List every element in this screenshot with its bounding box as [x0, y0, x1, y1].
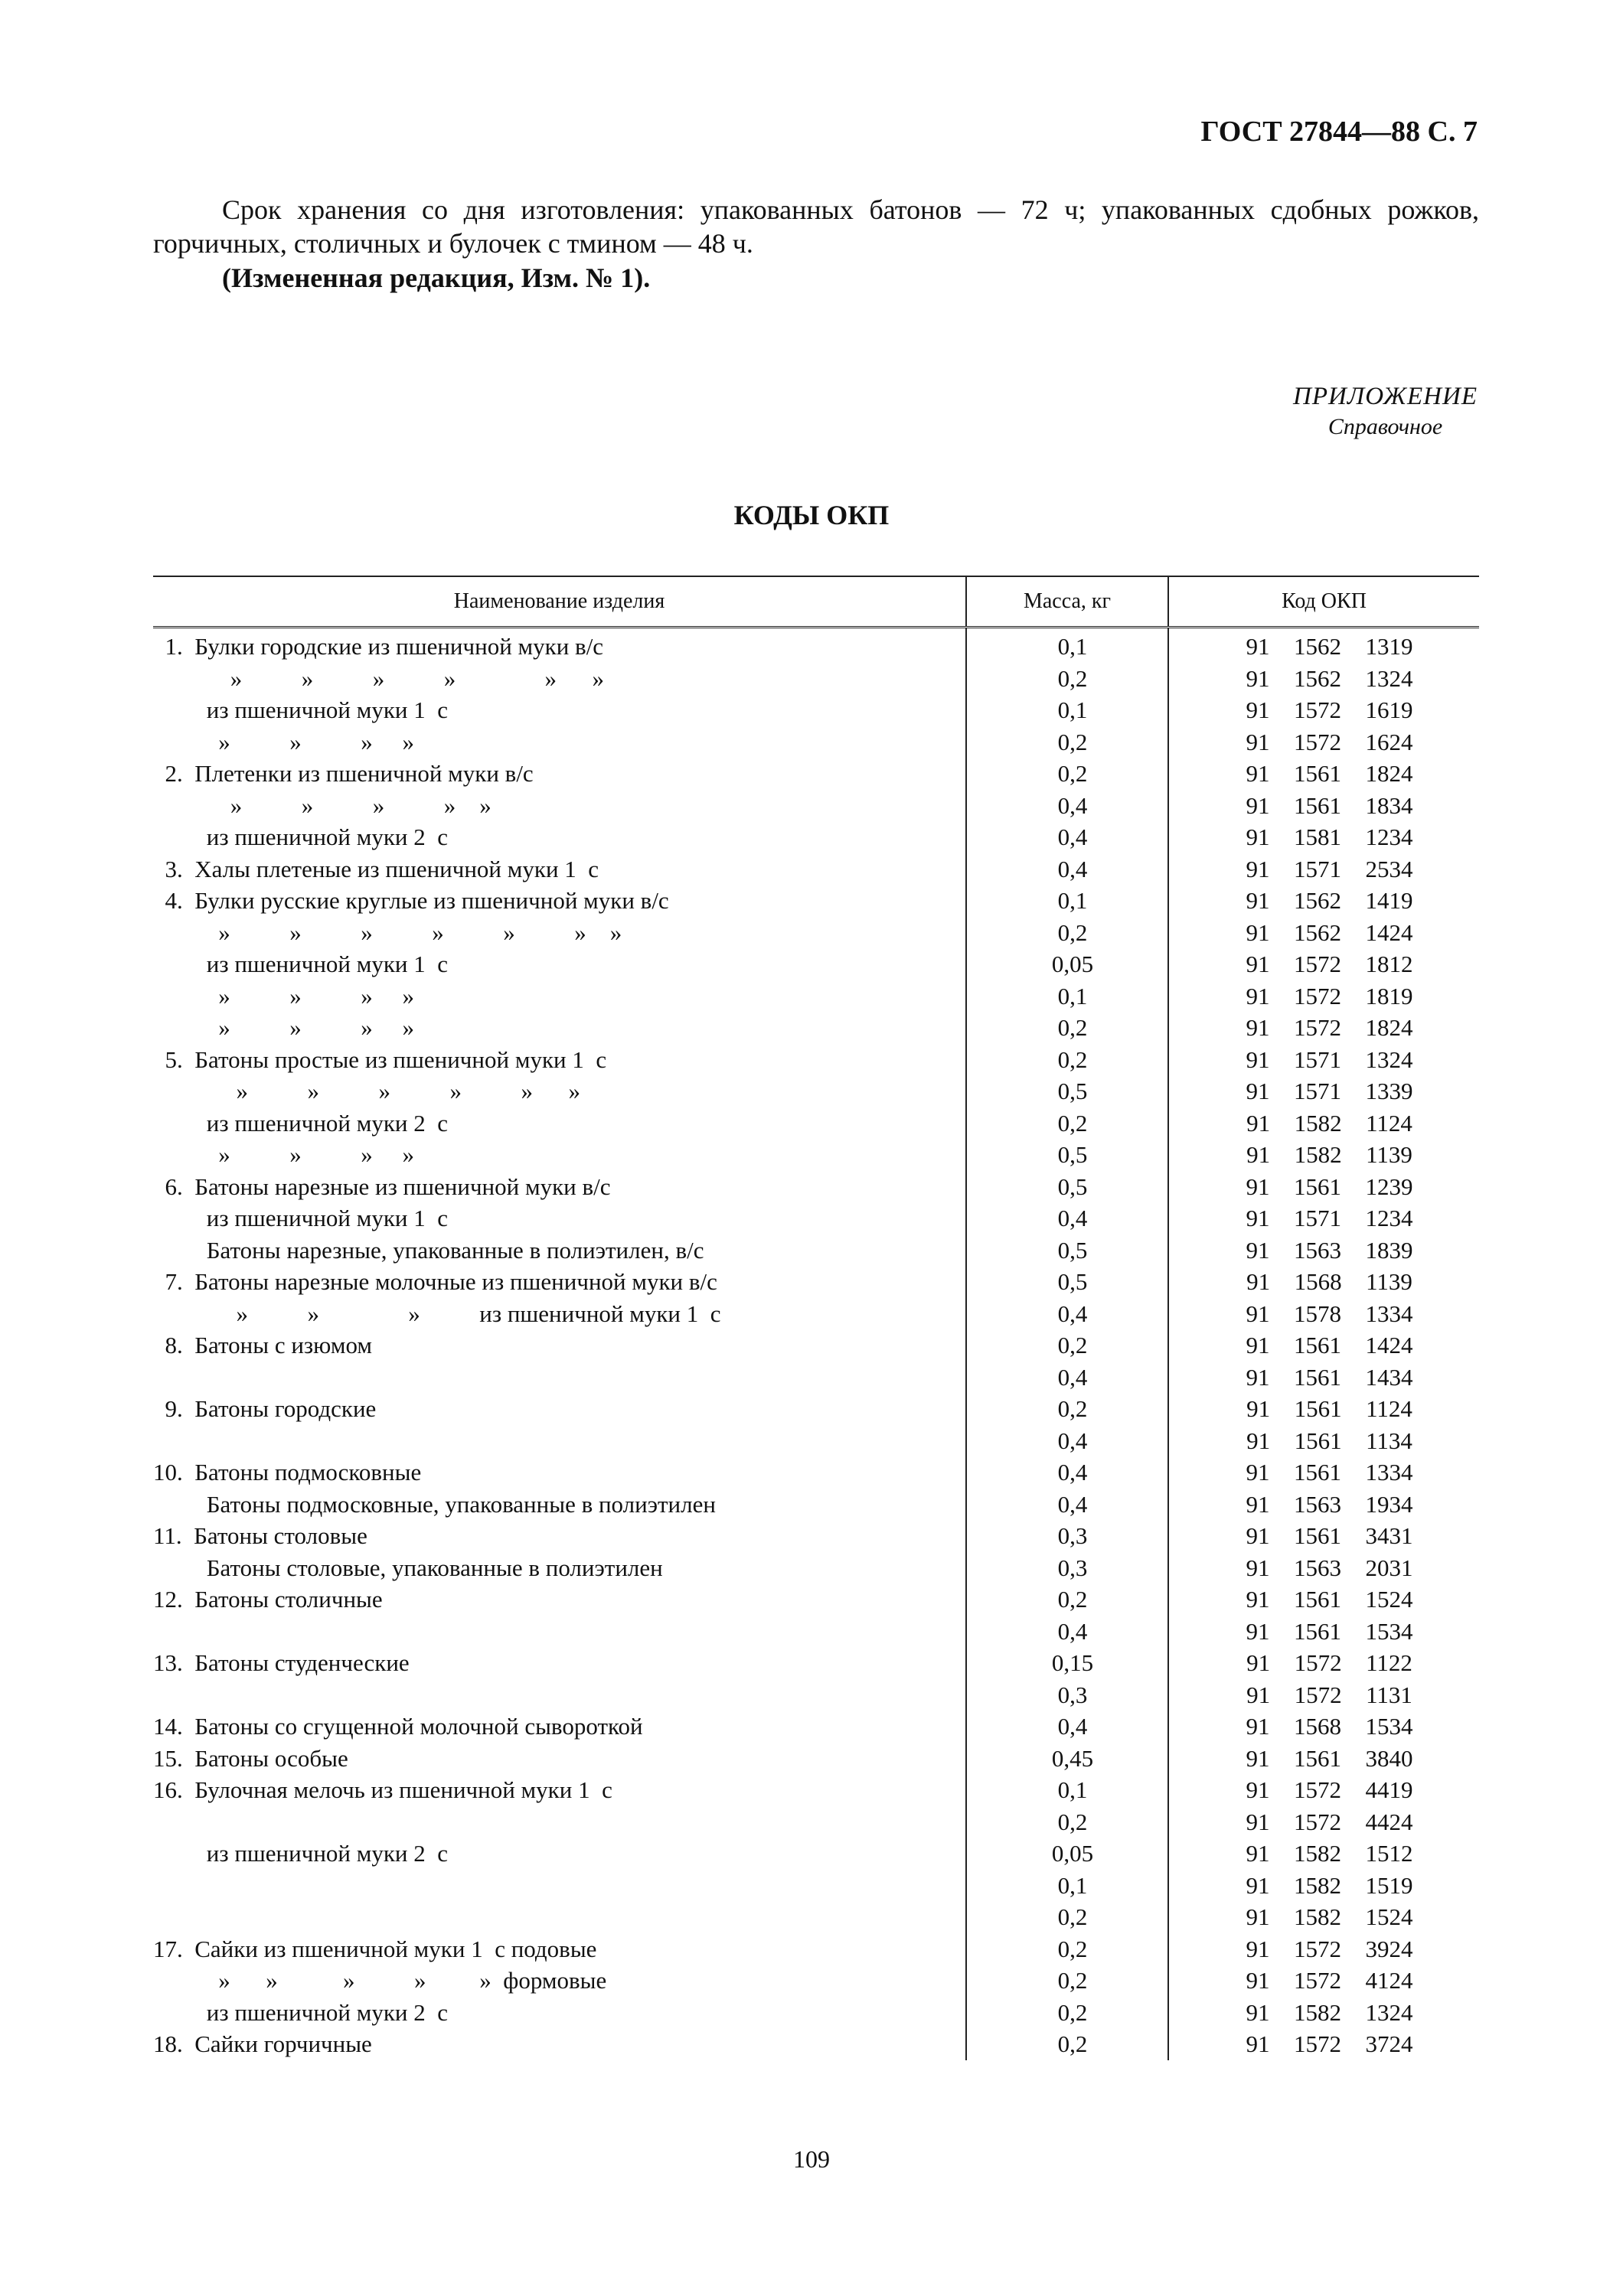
mass-value: 0,2 [1057, 1332, 1088, 1358]
product-name-cell: из пшеничной муки 2 с [153, 1109, 449, 1137]
okp-code-value: 91 1561 1424 [1246, 1332, 1413, 1358]
product-name-cell: 18. Сайки горчичные [153, 2030, 372, 2057]
mass-cell [966, 1393, 1168, 1456]
okp-code-value: 91 1563 2031 [1246, 1554, 1413, 1581]
mass-value: 0,2 [1057, 1935, 1088, 1962]
mass-cell [966, 1171, 1168, 1203]
mass-cell [966, 885, 1168, 917]
okp-code-value: 91 1561 1834 [1246, 791, 1413, 819]
table-row [153, 917, 1479, 949]
okp-code-value: 91 1571 1234 [1246, 1205, 1413, 1231]
table-header-row [153, 576, 1479, 628]
mass-cell [966, 1075, 1168, 1107]
mass-cell [966, 1329, 1168, 1393]
okp-code-value: 91 1562 1419 [1246, 887, 1413, 914]
okp-code-value: 91 1572 3724 [1246, 2030, 1413, 2057]
mass-cell [966, 1774, 1168, 1838]
mass-value: 0,4 [1057, 1205, 1088, 1231]
mass-cell [966, 790, 1168, 822]
table-row [153, 628, 1479, 663]
mass-value: 0,3 [1057, 1522, 1088, 1549]
okp-code-cell [1168, 1743, 1479, 1775]
product-name-cell: Батоны нарезные, упакованные в полиэтилен, в/с [153, 1236, 704, 1264]
okp-code-value: 91 1572 1624 [1246, 728, 1413, 755]
product-name-cell: » » » » [153, 1014, 414, 1041]
product-name-cell: 15. Батоны особые [153, 1744, 348, 1772]
okp-code-cell [1168, 1774, 1479, 1838]
mass-value: 0,2 [1057, 1045, 1088, 1073]
mass-value: 0,4 [1057, 1617, 1088, 1645]
mass-cell [966, 1965, 1168, 1997]
mass-value: 0,4 [1057, 823, 1088, 850]
column-header-mass: Масса, кг [966, 576, 1168, 628]
table-row [153, 1075, 1479, 1107]
okp-code-value: 91 1561 1124 [1246, 1395, 1412, 1422]
product-name-cell: Батоны столовые, упакованные в полиэтилен [153, 1554, 663, 1581]
table-row [153, 1456, 1479, 1489]
mass-value: 0,2 [1057, 2030, 1088, 2057]
okp-code-value: 91 1572 1619 [1246, 696, 1413, 723]
mass-cell [966, 1298, 1168, 1330]
mass-value: 0,4 [1057, 791, 1088, 819]
okp-code-cell [1168, 980, 1479, 1013]
okp-code-cell [1168, 1489, 1479, 1521]
mass-value: 0,4 [1057, 1363, 1088, 1391]
okp-code-value: 91 1561 1334 [1246, 1459, 1413, 1486]
okp-code-cell [1168, 790, 1479, 822]
okp-code-value: 91 1572 1819 [1246, 982, 1413, 1009]
mass-value: 0,5 [1057, 1236, 1088, 1264]
mass-cell [966, 628, 1168, 663]
mass-cell [966, 1202, 1168, 1234]
okp-code-cell [1168, 1044, 1479, 1076]
okp-code-cell [1168, 1965, 1479, 1997]
table-row [153, 1044, 1479, 1076]
okp-code-value: 91 1582 1139 [1246, 1141, 1412, 1168]
okp-code-value: 91 1561 3840 [1246, 1744, 1413, 1772]
mass-value: 0,2 [1057, 728, 1088, 755]
okp-code-cell [1168, 1234, 1479, 1267]
mass-value: 0,5 [1057, 1268, 1088, 1295]
table-row [153, 980, 1479, 1013]
document-header: ГОСТ 27844—88 С. 7 [1200, 116, 1478, 148]
okp-code-value: 91 1561 1434 [1246, 1363, 1413, 1391]
okp-code-value: 91 1561 1824 [1246, 760, 1413, 787]
okp-codes-table [153, 576, 1479, 2060]
mass-value: 0,1 [1057, 696, 1088, 723]
product-name-cell: » » » » [153, 982, 414, 1009]
product-name-cell: из пшеничной муки 2 с [153, 823, 449, 850]
mass-cell [966, 1520, 1168, 1552]
okp-code-cell [1168, 1933, 1479, 1965]
product-name-cell: 6. Батоны нарезные из пшеничной муки в/с [153, 1172, 611, 1200]
mass-value: 0,4 [1057, 855, 1088, 882]
mass-value: 0,05 [1051, 1840, 1094, 1867]
okp-code-value: 91 1572 1812 [1246, 951, 1413, 977]
mass-value: 0,2 [1057, 1395, 1088, 1422]
okp-code-value: 91 1572 4424 [1246, 1808, 1413, 1835]
table-row [153, 1329, 1479, 1393]
product-name-cell: 14. Батоны со сгущенной молочной сывороткой [153, 1713, 643, 1740]
table-row [153, 948, 1479, 980]
okp-code-cell [1168, 758, 1479, 790]
product-name-cell: 5. Батоны простые из пшеничной муки 1 с [153, 1045, 607, 1073]
storage-paragraph: Срок хранения со дня изготовления: упакованных батонов — 72 ч; упакованных сдобных рожков, горчичных, столичных и булочек с тмином — 48 ч. [153, 194, 1479, 259]
okp-code-cell [1168, 1456, 1479, 1489]
okp-code-cell [1168, 694, 1479, 726]
okp-code-value: 91 1582 1124 [1246, 1109, 1412, 1137]
mass-value: 0,2 [1057, 1903, 1088, 1930]
mass-value: 0,2 [1057, 760, 1088, 787]
product-name-cell: 16. Булочная мелочь из пшеничной муки 1 с [153, 1776, 612, 1803]
table-row [153, 1202, 1479, 1234]
okp-code-cell [1168, 885, 1479, 917]
mass-cell [966, 663, 1168, 695]
table-row [153, 1171, 1479, 1203]
mass-value: 0,4 [1057, 1459, 1088, 1486]
mass-cell [966, 1711, 1168, 1743]
mass-value: 0,2 [1057, 1998, 1088, 2026]
okp-code-cell [1168, 2028, 1479, 2060]
okp-code-cell [1168, 1552, 1479, 1584]
table-row [153, 1647, 1479, 1711]
okp-code-value: 91 1572 4124 [1246, 1967, 1413, 1994]
okp-code-cell [1168, 821, 1479, 853]
table-row [153, 1139, 1479, 1171]
okp-code-value: 91 1572 4419 [1246, 1776, 1413, 1803]
product-name-cell: 11. Батоны столовые [153, 1522, 367, 1549]
okp-code-value: 91 1568 1139 [1246, 1268, 1412, 1295]
okp-code-cell [1168, 1329, 1479, 1393]
table-row [153, 1774, 1479, 1838]
table-row [153, 1965, 1479, 1997]
table-row [153, 1489, 1479, 1521]
okp-code-value: 91 1561 3431 [1246, 1522, 1413, 1549]
mass-value: 0,2 [1057, 1109, 1088, 1137]
okp-code-value: 91 1563 1839 [1246, 1236, 1413, 1264]
okp-code-cell [1168, 1838, 1479, 1933]
mass-cell [966, 2028, 1168, 2060]
mass-value: 0,1 [1057, 887, 1088, 914]
okp-code-cell [1168, 1075, 1479, 1107]
okp-code-value: 91 1561 1134 [1246, 1427, 1412, 1454]
table-title: КОДЫ ОКП [733, 500, 890, 530]
okp-code-cell [1168, 1393, 1479, 1456]
okp-code-cell [1168, 917, 1479, 949]
table-row [153, 790, 1479, 822]
okp-code-cell [1168, 948, 1479, 980]
okp-code-value: 91 1572 1824 [1246, 1014, 1413, 1041]
mass-value: 0,4 [1057, 1300, 1088, 1327]
product-name-cell: » » » » [153, 728, 414, 755]
column-header-name: Наименование изделия [153, 576, 966, 628]
okp-code-value: 91 1582 1519 [1246, 1871, 1413, 1899]
table-row [153, 853, 1479, 885]
table-row [153, 1107, 1479, 1140]
mass-cell [966, 1044, 1168, 1076]
table-body [153, 628, 1479, 2060]
mass-value: 0,2 [1057, 1014, 1088, 1041]
mass-cell [966, 1266, 1168, 1298]
okp-code-cell [1168, 1202, 1479, 1234]
table-row [153, 1933, 1479, 1965]
table-row [153, 758, 1479, 790]
okp-code-value: 91 1571 2534 [1246, 855, 1413, 882]
table-row [153, 2028, 1479, 2060]
product-name-cell: » » » » [153, 1141, 414, 1168]
okp-code-cell [1168, 1997, 1479, 2029]
mass-value: 0,3 [1057, 1681, 1088, 1708]
okp-code-value: 91 1563 1934 [1246, 1490, 1413, 1518]
mass-cell [966, 1489, 1168, 1521]
product-name-cell: » » » » » формовые [153, 1967, 607, 1994]
mass-value: 0,2 [1057, 664, 1088, 692]
mass-cell [966, 853, 1168, 885]
okp-code-cell [1168, 628, 1479, 663]
product-name-cell: 17. Сайки из пшеничной муки 1 с подовые [153, 1935, 597, 1962]
product-name-cell: 9. Батоны городские [153, 1395, 377, 1422]
table-row [153, 1520, 1479, 1552]
okp-code-value: 91 1582 1324 [1246, 1998, 1413, 2026]
product-name-cell: из пшеничной муки 2 с [153, 1998, 449, 2026]
okp-code-value: 91 1582 1512 [1246, 1840, 1413, 1867]
mass-cell [966, 1933, 1168, 1965]
okp-code-value: 91 1582 1524 [1246, 1903, 1413, 1930]
okp-code-value: 91 1562 1324 [1246, 664, 1413, 692]
mass-cell [966, 1647, 1168, 1711]
okp-code-cell [1168, 1107, 1479, 1140]
mass-value: 0,1 [1057, 1776, 1088, 1803]
okp-code-value: 91 1562 1424 [1246, 918, 1413, 946]
table-row [153, 1234, 1479, 1267]
mass-cell [966, 758, 1168, 790]
product-name-cell: 4. Булки русские круглые из пшеничной муки в/с [153, 887, 669, 914]
okp-code-cell [1168, 853, 1479, 885]
table-row [153, 1838, 1479, 1933]
okp-code-value: 91 1568 1534 [1246, 1713, 1413, 1740]
table-row [153, 694, 1479, 726]
okp-code-cell [1168, 1266, 1479, 1298]
mass-cell [966, 1456, 1168, 1489]
okp-code-value: 91 1572 3924 [1246, 1935, 1413, 1962]
mass-cell [966, 1997, 1168, 2029]
mass-cell [966, 1012, 1168, 1044]
mass-cell [966, 1583, 1168, 1647]
table-row [153, 1266, 1479, 1298]
mass-cell [966, 1838, 1168, 1933]
mass-cell [966, 1139, 1168, 1171]
okp-code-value: 91 1572 1122 [1246, 1649, 1412, 1676]
okp-code-value: 91 1571 1339 [1246, 1078, 1413, 1104]
mass-value: 0,3 [1057, 1554, 1088, 1581]
okp-code-value: 91 1571 1324 [1246, 1045, 1413, 1073]
table-row [153, 726, 1479, 758]
mass-cell [966, 948, 1168, 980]
okp-code-value: 91 1561 1239 [1246, 1172, 1413, 1200]
okp-code-cell [1168, 1012, 1479, 1044]
mass-value: 0,5 [1057, 1078, 1088, 1104]
mass-value: 0,2 [1057, 1967, 1088, 1994]
column-header-code: Код ОКП [1168, 576, 1479, 628]
appendix-label [1293, 383, 1478, 440]
mass-value: 0,5 [1057, 1141, 1088, 1168]
table-row [153, 1552, 1479, 1584]
mass-value: 0,05 [1051, 951, 1094, 977]
product-name-cell: 2. Плетенки из пшеничной муки в/с [153, 760, 534, 787]
product-name-cell: 10. Батоны подмосковные [153, 1459, 422, 1486]
page-number: 109 [793, 2145, 830, 2173]
product-name-cell: 13. Батоны студенческие [153, 1649, 410, 1676]
product-name-cell: » » » » » » [153, 1078, 580, 1104]
product-name-cell: 7. Батоны нарезные молочные из пшеничной муки в/с [153, 1268, 717, 1295]
table-row [153, 663, 1479, 695]
okp-code-cell [1168, 1298, 1479, 1330]
table-row [153, 1012, 1479, 1044]
okp-code-cell [1168, 1647, 1479, 1711]
mass-cell [966, 1107, 1168, 1140]
okp-code-cell [1168, 1171, 1479, 1203]
mass-cell [966, 694, 1168, 726]
okp-code-value: 91 1578 1334 [1246, 1300, 1413, 1327]
product-name-cell: » » » » » [153, 791, 491, 819]
okp-code-cell [1168, 1583, 1479, 1647]
mass-value: 0,1 [1057, 1871, 1088, 1899]
mass-value: 0,2 [1057, 1586, 1088, 1613]
table-row [153, 1711, 1479, 1743]
product-name-cell: Батоны подмосковные, упакованные в полиэтилен [153, 1490, 716, 1518]
table-row [153, 1997, 1479, 2029]
mass-value: 0,4 [1057, 1490, 1088, 1518]
mass-cell [966, 726, 1168, 758]
table-row [153, 1298, 1479, 1330]
product-name-cell: из пшеничной муки 1 с [153, 1205, 449, 1231]
okp-code-cell [1168, 1520, 1479, 1552]
table-row [153, 1583, 1479, 1647]
product-name-cell: » » » » » » » [153, 918, 622, 946]
product-name-cell: 8. Батоны с изюмом [153, 1332, 373, 1358]
appendix-title: ПРИЛОЖЕНИЕ [1293, 383, 1478, 410]
product-name-cell: из пшеничной муки 1 с [153, 696, 449, 723]
okp-code-cell [1168, 1711, 1479, 1743]
mass-value: 0,2 [1057, 918, 1088, 946]
product-name-cell: 1. Булки городские из пшеничной муки в/с [153, 633, 604, 660]
okp-code-cell [1168, 726, 1479, 758]
table-row [153, 885, 1479, 917]
mass-cell [966, 917, 1168, 949]
mass-cell [966, 1743, 1168, 1775]
appendix-subtitle: Справочное [1327, 414, 1443, 439]
mass-cell [966, 1552, 1168, 1584]
product-name-cell: » » » из пшеничной муки 1 с [153, 1300, 721, 1327]
product-name-cell: 12. Батоны столичные [153, 1586, 383, 1613]
amendment-note: (Измененная редакция, Изм. № 1). [222, 263, 651, 293]
table-row [153, 1393, 1479, 1456]
okp-code-value: 91 1561 1524 [1246, 1586, 1413, 1613]
okp-code-value: 91 1561 1534 [1246, 1617, 1413, 1645]
okp-code-cell [1168, 663, 1479, 695]
okp-code-value: 91 1572 1131 [1246, 1681, 1412, 1708]
mass-value: 0,15 [1051, 1649, 1094, 1676]
product-name-cell: из пшеничной муки 1 с [153, 951, 449, 977]
okp-code-cell [1168, 1139, 1479, 1171]
product-name-cell: из пшеничной муки 2 с [153, 1840, 449, 1867]
product-name-cell: 3. Халы плетеные из пшеничной муки 1 с [153, 855, 599, 882]
mass-cell [966, 821, 1168, 853]
mass-value: 0,1 [1057, 982, 1088, 1009]
mass-value: 0,4 [1057, 1713, 1088, 1740]
product-name-cell: » » » » » » [153, 664, 604, 692]
mass-value: 0,5 [1057, 1172, 1088, 1200]
mass-value: 0,1 [1057, 633, 1088, 660]
mass-value: 0,4 [1057, 1427, 1088, 1454]
okp-code-value: 91 1581 1234 [1246, 823, 1413, 850]
table-row [153, 821, 1479, 853]
mass-cell [966, 980, 1168, 1013]
table-row [153, 1743, 1479, 1775]
mass-value: 0,45 [1051, 1744, 1094, 1772]
okp-code-value: 91 1562 1319 [1246, 633, 1413, 660]
mass-cell [966, 1234, 1168, 1267]
mass-value: 0,2 [1057, 1808, 1088, 1835]
